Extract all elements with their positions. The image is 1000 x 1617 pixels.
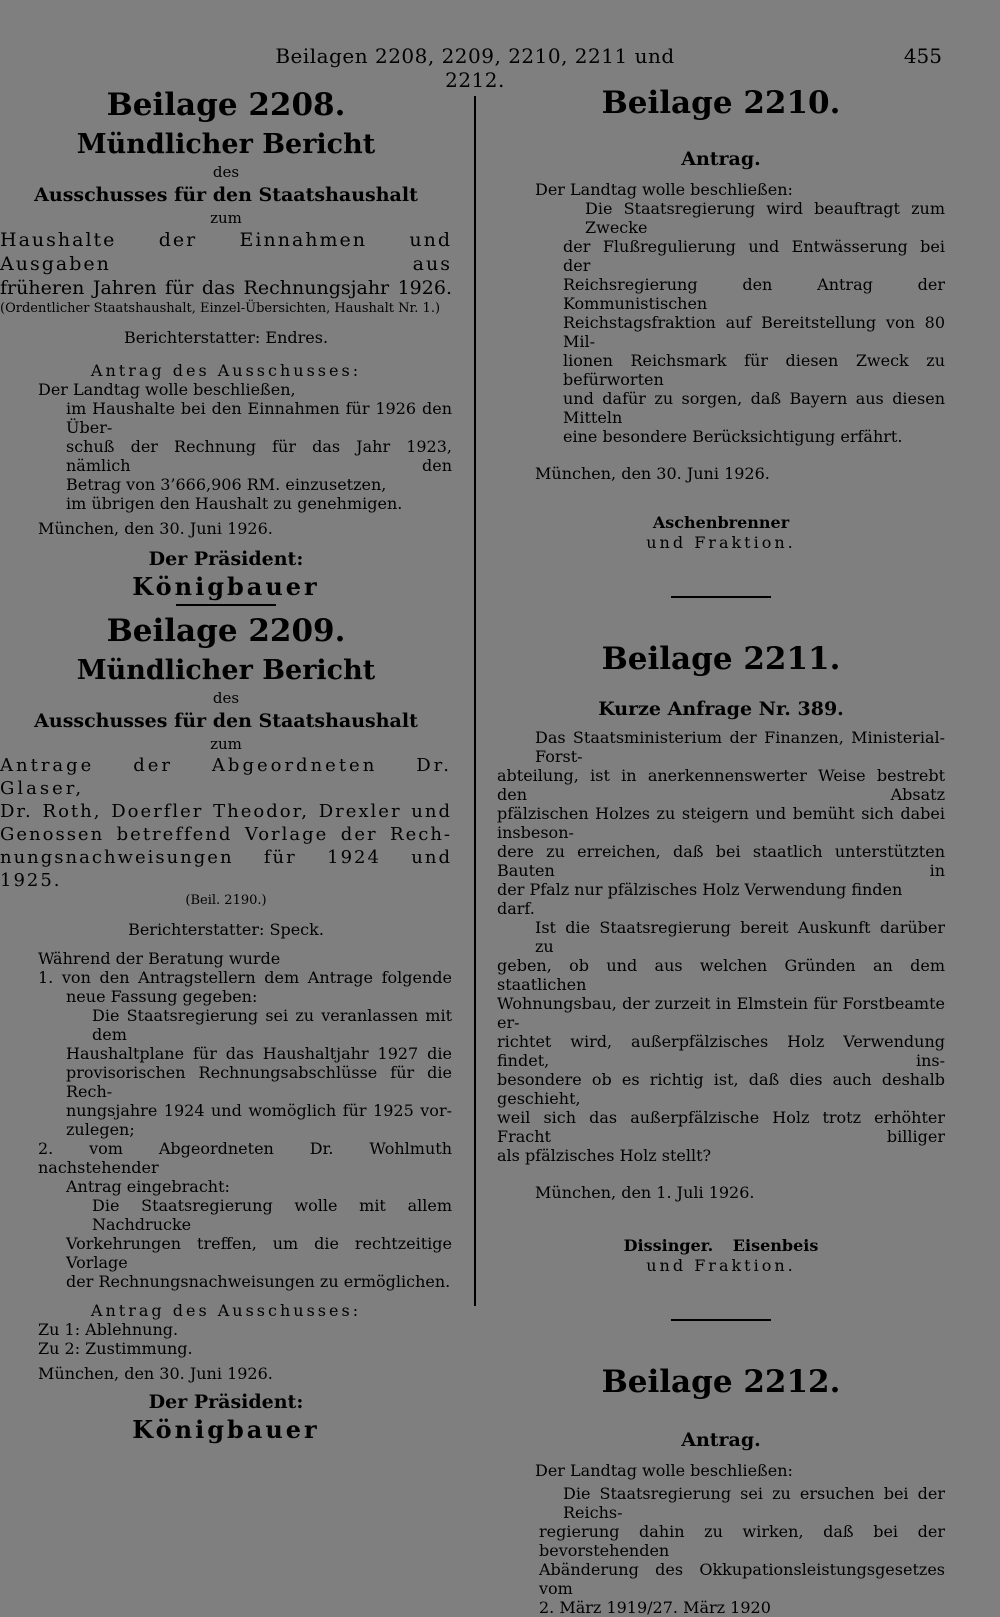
- beilage-2209: [0, 612, 452, 1445]
- topic-line: früheren Jahren für das Rechnungsjahr 1926.: [0, 277, 452, 299]
- list-item-line: Haushaltplane für das Haushaltjahr 1927 die: [66, 1044, 452, 1063]
- body-line: eine besondere Berücksichtigung erfährt.: [563, 427, 903, 446]
- list-item-line: neue Fassung gegeben:: [66, 987, 258, 1006]
- list-item-line: Vorkehrungen treffen, um die rechtzeitige Vorlage: [66, 1234, 452, 1272]
- paragraph-line: Während der Beratung wurde: [38, 949, 281, 968]
- list-item-line: Die Staatsregierung wolle mit allem Nachdrucke: [92, 1196, 452, 1234]
- connector-text: zum: [210, 735, 242, 753]
- reference-note: (Beil. 2190.): [185, 893, 267, 908]
- right-column: [497, 84, 945, 1617]
- connector-text: des: [212, 163, 240, 181]
- body-line: pfälzischen Holzes zu steigern und bemüht sich dabei insbeson-: [497, 804, 945, 842]
- body-line: geben, ob und aus welchen Gründen an dem staatlichen: [497, 956, 945, 994]
- body-line: richtet wird, außerpfälzisches Holz Verwendung findet, ins-: [497, 1032, 945, 1070]
- section-rule: [671, 596, 771, 598]
- motion-title: Antrag des Ausschusses:: [90, 1301, 362, 1320]
- note-text: (Ordentlicher Staatshaushalt, Einzel-Übersichten, Haushalt Nr. 1.): [0, 301, 441, 316]
- page-number: 455: [903, 44, 942, 68]
- connector-text: zum: [210, 209, 242, 227]
- beilage-2212: [497, 1363, 945, 1617]
- body-line: der Pfalz nur pfälzisches Holz Verwendung finden darf.: [497, 880, 903, 918]
- section-subheading: Mündlicher Bericht: [76, 129, 376, 160]
- body-line: Ist die Staatsregierung bereit Auskunft darüber zu: [535, 918, 945, 956]
- list-item-line: Die Staatsregierung sei zu veranlassen mit dem: [92, 1006, 452, 1044]
- body-line: besondere ob es richtig ist, daß dies auch deshalb geschieht,: [497, 1070, 945, 1108]
- signature-title: Der Präsident:: [148, 1391, 304, 1413]
- motion-intro: Der Landtag wolle beschließen:: [535, 180, 793, 199]
- list-item-line: nungsjahre 1924 und womöglich für 1925 vor-: [66, 1101, 452, 1120]
- signature-name: Königbauer: [132, 572, 320, 601]
- motion-line: im Haushalte bei den Einnahmen für 1926 den Über-: [66, 399, 452, 437]
- signature-title: Der Präsident:: [148, 548, 304, 570]
- body-line: als pfälzisches Holz stellt?: [497, 1146, 712, 1165]
- left-column: [0, 84, 452, 1445]
- date-line: München, den 30. Juni 1926.: [38, 519, 273, 538]
- body-line: Reichsregierung den Antrag der Kommunistischen: [563, 275, 945, 313]
- topic-line: Antrage der Abgeordneten Dr. Glaser,: [0, 755, 452, 799]
- body-line: der Flußregulierung und Entwässerung bei der: [563, 237, 945, 275]
- section-heading: Beilage 2208.: [106, 87, 346, 123]
- body-line: Abänderung des Okkupationsleistungsgesetzes vom: [539, 1560, 945, 1598]
- committee-name: Ausschusses für den Staatshaushalt: [34, 710, 418, 732]
- body-line: dere zu erreichen, daß bei staatlich unterstützten Bauten in: [497, 842, 945, 880]
- committee-name: Ausschusses für den Staatshaushalt: [34, 184, 418, 206]
- signature-names: Dissinger. Eisenbeis: [623, 1236, 819, 1255]
- signature-name: Aschenbrenner: [652, 513, 790, 532]
- motion-line: schuß der Rechnung für das Jahr 1923, nämlich den: [66, 437, 452, 475]
- body-line: 2. März 1919/27. März 1920: [539, 1598, 771, 1617]
- body-line: Reichstagsfraktion auf Bereitstellung von 80 Mil-: [563, 313, 945, 351]
- date-line: München, den 1. Juli 1926.: [535, 1183, 755, 1202]
- motion-intro: Der Landtag wolle beschließen,: [38, 380, 296, 399]
- connector-text: des: [212, 689, 240, 707]
- signature-name: Königbauer: [132, 1415, 320, 1444]
- beilage-2208: [0, 86, 452, 606]
- body-line: weil sich das außerpfälzische Holz trotz erhöhter Fracht billiger: [497, 1108, 945, 1146]
- section-heading: Beilage 2209.: [106, 613, 346, 649]
- motion-line: im übrigen den Haushalt zu genehmigen.: [66, 494, 403, 513]
- body-line: abteilung, ist in anerkennenswerter Weise bestrebt den Absatz: [497, 766, 945, 804]
- list-item-line: provisorischen Rechnungsabschlüsse für die Rech-: [66, 1063, 452, 1101]
- list-item-line: der Rechnungsnachweisungen zu ermöglichen.: [66, 1272, 451, 1291]
- list-item-line: Antrag eingebracht:: [66, 1177, 230, 1196]
- date-line: München, den 30. Juni 1926.: [38, 1364, 273, 1383]
- signature-group: und Fraktion.: [646, 1256, 796, 1275]
- motion-line: Betrag von 3’666,906 RM. einzusetzen,: [66, 475, 387, 494]
- section-subheading: Antrag.: [681, 1429, 761, 1451]
- section-heading: Beilage 2212.: [601, 1364, 841, 1400]
- reporter: Berichterstatter: Endres.: [123, 328, 329, 347]
- decision-line: Zu 1: Ablehnung.: [38, 1320, 179, 1339]
- page-header: [0, 44, 1000, 92]
- list-item-line: 2. vom Abgeordneten Dr. Wohlmuth nachstehender: [38, 1139, 452, 1177]
- body-line: und dafür zu sorgen, daß Bayern aus diesen Mitteln: [563, 389, 945, 427]
- list-item-line: 1. von den Antragstellern dem Antrage folgende: [38, 968, 452, 987]
- topic-line: Genossen betreffend Vorlage der Rech-: [0, 824, 452, 845]
- section-subheading: Antrag.: [681, 148, 761, 170]
- reporter: Berichterstatter: Speck.: [128, 920, 324, 939]
- motion-title: Antrag des Ausschusses:: [90, 361, 362, 380]
- topic-line: Dr. Roth, Doerfler Theodor, Drexler und: [0, 801, 452, 822]
- body-line: lionen Reichsmark für diesen Zweck zu befürworten: [563, 351, 945, 389]
- body-line: Die Staatsregierung sei zu ersuchen bei der Reichs-: [563, 1484, 945, 1522]
- body-line: Wohnungsbau, der zurzeit in Elmstein für Forstbeamte er-: [497, 994, 945, 1032]
- list-item-line: zulegen;: [66, 1120, 135, 1139]
- signature-group: und Fraktion.: [646, 533, 796, 552]
- column-divider: [474, 96, 476, 1306]
- body-line: regierung dahin zu wirken, daß bei der bevorstehenden: [539, 1522, 945, 1560]
- section-subheading: Kurze Anfrage Nr. 389.: [598, 698, 844, 720]
- beilage-2211: [497, 640, 945, 1321]
- section-rule: [671, 1319, 771, 1321]
- beilage-2210: [497, 84, 945, 598]
- body-line: Das Staatsministerium der Finanzen, Ministerial-Forst-: [535, 728, 945, 766]
- topic-line: Haushalte der Einnahmen und Ausgaben aus: [0, 229, 452, 275]
- body-line: Die Staatsregierung wird beauftragt zum Zwecke: [585, 199, 945, 237]
- section-rule: [176, 604, 276, 606]
- decision-line: Zu 2: Zustimmung.: [38, 1339, 193, 1358]
- date-line: München, den 30. Juni 1926.: [535, 464, 770, 483]
- topic-line: nungsnachweisungen für 1924 und 1925.: [0, 847, 452, 891]
- running-title: Beilagen 2208, 2209, 2210, 2211 und 2212.: [275, 44, 675, 92]
- section-heading: Beilage 2211.: [601, 641, 841, 677]
- section-heading: Beilage 2210.: [601, 85, 841, 121]
- motion-intro: Der Landtag wolle beschließen:: [535, 1461, 793, 1480]
- section-subheading: Mündlicher Bericht: [76, 655, 376, 686]
